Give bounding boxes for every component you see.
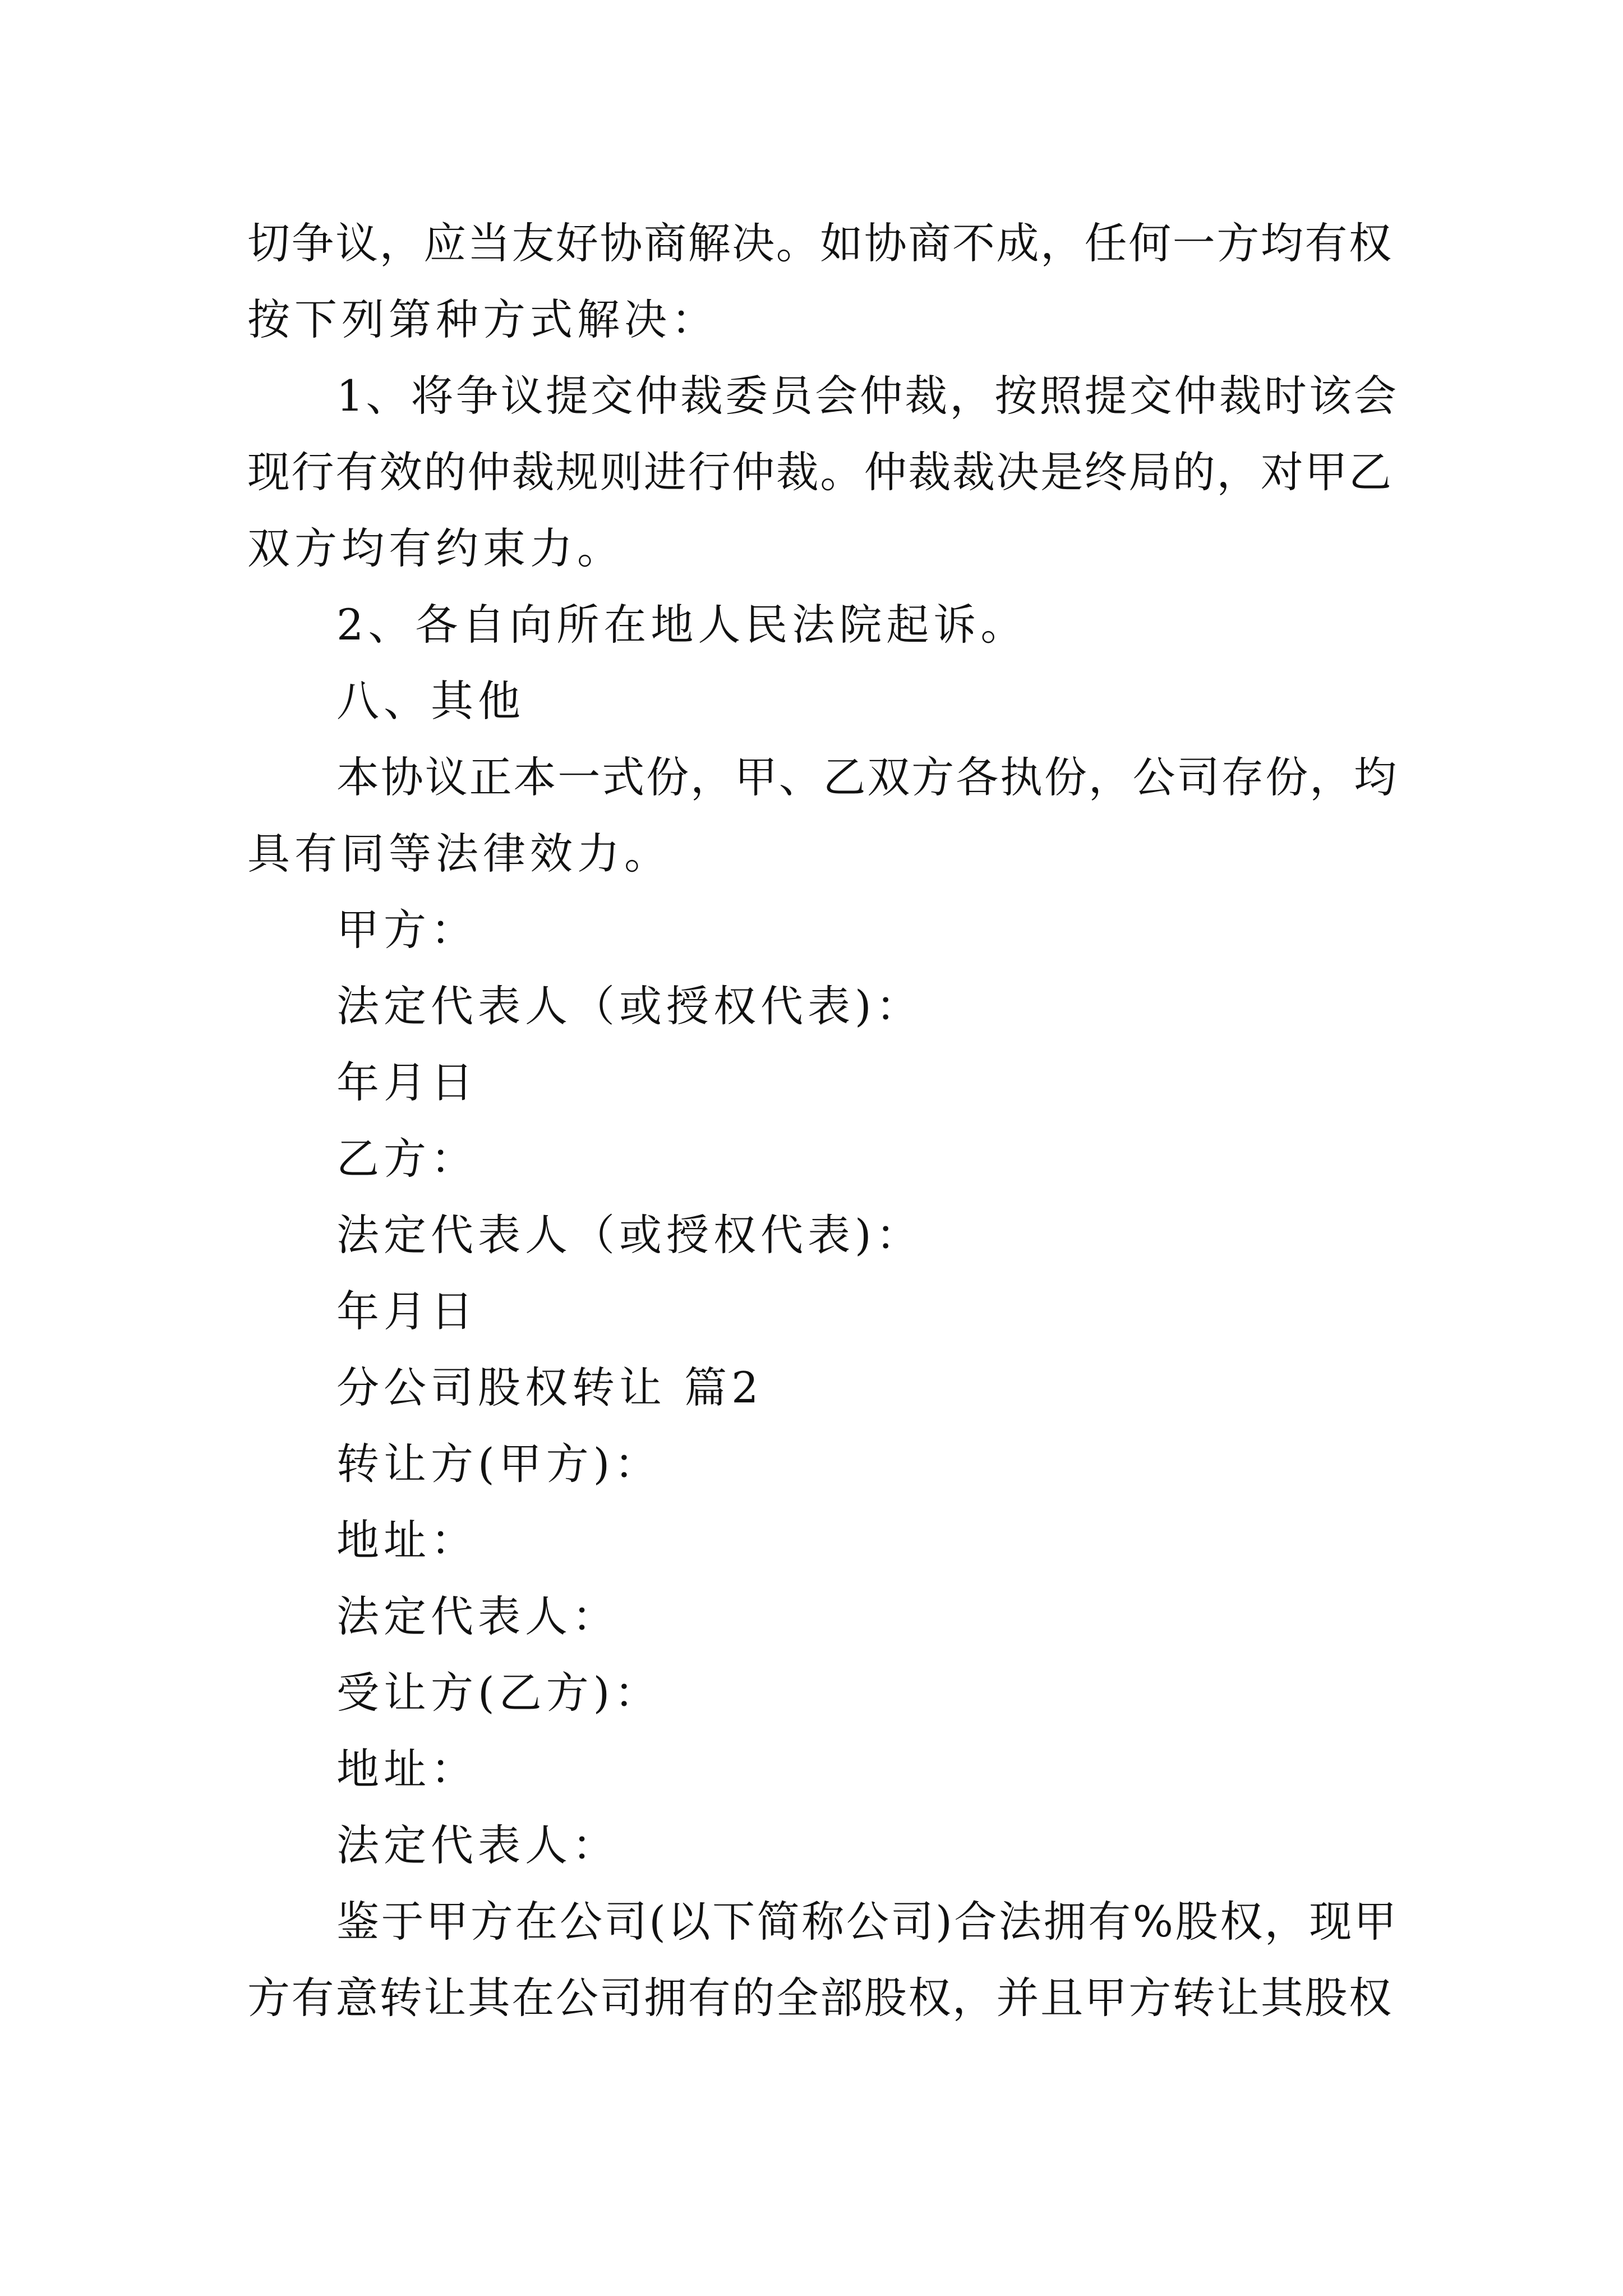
section-heading: 八、其他: [336, 676, 525, 726]
transferee-label: 受让方(乙方)：: [336, 1668, 662, 1718]
paragraph-line: 具有同等法律效力。: [247, 829, 671, 878]
date-label: 年月日: [336, 1057, 478, 1107]
paragraph-line: 本协议正本一式份，甲、乙双方各执份，公司存份，均: [336, 752, 1396, 802]
party-b-label: 乙方：: [336, 1134, 478, 1184]
address-label: 地址：: [336, 1515, 478, 1565]
party-a-label: 甲方：: [336, 905, 478, 955]
date-label: 年月日: [336, 1286, 478, 1336]
paragraph-line: 双方均有约束力。: [247, 523, 624, 573]
list-item-2: 2、各自向所在地人民法院起诉。: [336, 600, 1028, 650]
paragraph-line: 鉴于甲方在公司(以下简称公司)合法拥有%股权，现甲: [336, 1897, 1396, 1947]
paragraph-line: 按下列第种方式解决：: [247, 295, 718, 344]
paragraph-line: 现行有效的仲裁规则进行仲裁。仲裁裁决是终局的，对甲乙: [247, 447, 1391, 497]
transferor-label: 转让方(甲方)：: [336, 1439, 662, 1489]
legal-representative-label: 法定代表人：: [336, 1820, 619, 1870]
section-title: 分公司股权转让 篇2: [336, 1363, 763, 1412]
address-label: 地址：: [336, 1744, 478, 1794]
legal-representative-label: 法定代表人（或授权代表)：: [336, 981, 923, 1031]
list-item-1: 1、将争议提交仲裁委员会仲裁，按照提交仲裁时该会: [336, 371, 1396, 421]
legal-representative-label: 法定代表人：: [336, 1591, 619, 1641]
paragraph-line: 方有意转让其在公司拥有的全部股权，并且甲方转让其股权: [247, 1973, 1391, 2023]
legal-representative-label: 法定代表人（或授权代表)：: [336, 1210, 923, 1260]
paragraph-line: 切争议，应当友好协商解决。如协商不成，任何一方均有权: [247, 218, 1391, 268]
